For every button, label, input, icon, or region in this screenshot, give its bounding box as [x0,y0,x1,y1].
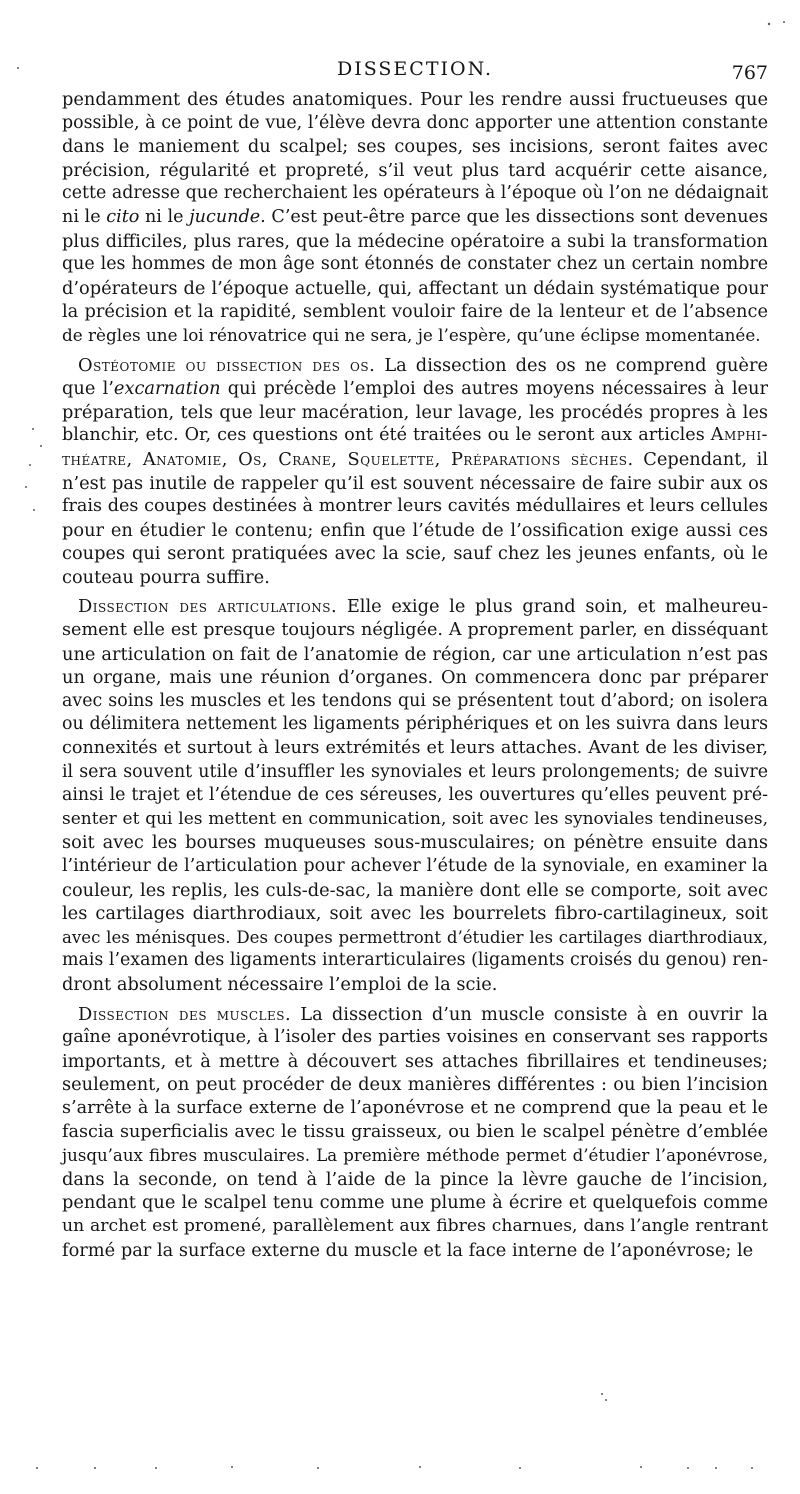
text-line [62,277,768,301]
text-run: ni le [62,206,107,227]
text-run: de règles une loi rénovatrice qui ne sera, je l’espère, qu’une éclipse momentanée. [62,324,761,345]
small-caps-heading: théatre, Anatomie, Os, Crane, Squelette, Préparations sèches. [62,448,634,470]
text-line [62,377,768,401]
paragraph [62,595,768,996]
text-line [62,424,768,448]
italic-term: excarnation [113,378,221,400]
italic-term: cito [106,206,140,227]
text-run: s’arrête à la surface externe de l’aponévrose et ne comprend que la peau et le [62,1097,768,1118]
text-run: mais l’examen des ligaments interarticulaires (ligaments croisés du genou) ren- [62,950,768,971]
text-line [62,643,768,667]
text-line [62,879,768,903]
text-line [62,808,768,832]
text-line [62,495,768,519]
text-line [62,949,768,973]
text-run: jusqu’aux fibres musculaires. La première méthode permet d’étudier l’aponévrose, [62,1146,768,1166]
text-run: couteau pourra suffire. [62,566,270,588]
text-run: senter et qui les mettent en communication, soit avec les synoviales tendineuses, [62,808,768,829]
small-caps-heading: Dissection des muscles. [78,1003,292,1025]
text-line [62,1191,768,1215]
text-run: les cartilages diarthrodiaux, soit avec les bourrelets fibro-cartilagineux, soit [62,903,768,925]
paragraph [62,354,768,590]
text-line [62,1026,768,1050]
text-run: soit avec les bourses muqueuses sous-musculaires; on pénètre ensuite dans [62,832,768,854]
text-line [62,1168,768,1192]
text-run: formé par la surface externe du muscle et la face interne de l’aponévrose; le [62,1239,754,1261]
text-line [62,519,768,543]
text-run: que l’ [62,378,114,400]
text-run: ou délimitera nettement les ligaments périphériques et on les suivra dans leurs [62,714,768,735]
text-run: importants, et à mettre à découvert ses attaches fibrillaires et tendineuses; [62,1050,768,1072]
text-line [62,324,768,348]
running-head-title: DISSECTION. [336,58,494,80]
text-line [62,831,768,855]
text-run: que les hommes de mon âge sont étonnés de constater chez un certain nombre [62,254,768,275]
text-run: seulement, on peut procéder de deux manières différentes : ou bien l’incision [62,1074,768,1096]
text-line [62,926,768,950]
text-run: un organe, mais une réunion d’organes. On commencera donc par préparer [62,667,768,689]
text-run: sement elle est presque toujours négligée. A proprement parler, en disséquant [62,620,768,641]
text-line [62,690,768,714]
text-line [62,666,768,690]
text-line [62,112,768,136]
text-line [62,472,768,496]
page-number: 767 [731,62,768,84]
text-line [62,159,768,183]
text-run: la précision et la rapidité, semblent vouloir faire de la lenteur et de l’absence [62,301,768,323]
text-line [62,595,768,619]
text-line [62,973,768,997]
text-run: La dissection des os ne comprend guère [375,354,768,376]
text-line [62,1121,768,1145]
text-run: avec les ménisques. Des coupes permettront d’étudier les cartilages diarthrodiaux, [62,927,768,947]
text-run: possible, à ce point de vue, l’élève devra donc apporter une attention constante [62,112,768,133]
text-run: dans le maniement du scalpel; ses coupes, ses incisions, seront faites avec [62,136,768,158]
text-line [62,230,768,254]
text-line [62,1050,768,1074]
text-run: blanchir, etc. Or, ces questions ont été traitées ou le seront aux articles [62,425,711,446]
text-line [62,542,768,566]
text-line [62,1239,768,1263]
text-line [62,1097,768,1121]
text-run: un archet est promené, parallèlement aux fibres charnues, dans l’angle rentrant [62,1215,768,1236]
text-run: pendant que le scalpel tenu comme une plume à écrire et quelquefois comme [62,1192,768,1214]
text-line [62,713,768,737]
text-run: il sera souvent utile d’insuffler les synoviales et leurs prolongements; de suivre [62,761,768,782]
text-run: une articulation on fait de l’anatomie de région, car une articulation n’est pas [62,643,768,665]
text-line [62,354,768,378]
text-run: plus difficiles, plus rares, que la médecine opératoire a subi la transformation [62,230,768,252]
text-line [62,566,768,590]
text-line [62,902,768,926]
text-run: fascia superficialis avec le tissu graisseux, ou bien le scalpel pénètre d’emblée [62,1121,768,1142]
text-run: pour en étudier le contenu; enfin que l’étude de l’ossification exige aussi ces [62,519,768,541]
text-line [62,206,768,230]
text-run: ni le [139,206,190,227]
text-line [62,448,768,472]
text-run: précision, régularité et propreté, s’il veut plus tard acquérir cette aisance, [62,159,768,181]
text-line [62,1003,768,1027]
text-run: n’est pas inutile de rappeler qu’il est souvent nécessaire de faire subir aux os [62,472,768,494]
body-text [62,88,768,1262]
text-run: La dissection d’un muscle consiste à en ouvrir la [291,1003,768,1025]
text-line [62,135,768,159]
paragraph [62,88,768,348]
text-run: l’intérieur de l’articulation pour achever l’étude de la synoviale, en examiner la [62,856,768,876]
text-run: dront absolument nécessaire l’emploi de la scie. [62,973,498,995]
text-line [62,784,768,808]
text-run: C’est peut-être parce que les dissections sont devenues [265,206,768,227]
italic-term: jucunde. [189,206,266,227]
text-line [62,761,768,785]
text-run: frais des coupes destinées à montrer leurs cavités médullaires et leurs cellules [62,496,768,517]
text-run: connexités et surtout à leurs extrémités et leurs attaches. Avant de les diviser, [62,738,768,759]
text-run: couleur, les replis, les culs-de-sac, la manière dont elle se comporte, soit avec [62,879,768,901]
small-caps-heading: Dissection des articulations. [78,596,338,618]
text-line [62,1073,768,1097]
text-run: gaîne aponévrotique, à l’isoler des parties voisines en conservant ses rapports [62,1027,768,1048]
text-line [62,401,768,425]
small-caps-heading: Amphi- [710,425,768,446]
text-line [62,88,768,112]
text-run: avec soins les muscles et les tendons qui se présentent tout d’abord; on isolera [62,690,768,711]
small-caps-heading: Ostéotomie ou dissection des os. [78,354,376,376]
text-run: d’opérateurs de l’époque actuelle, qui, affectant un dédain systématique pour [62,277,768,299]
running-head [62,58,768,86]
text-run: coupes qui seront pratiquées avec la scie, sauf chez les jeunes enfants, où le [62,543,768,565]
text-run: Elle exige le plus grand soin, et malheureu- [337,596,769,618]
paragraph [62,1003,768,1263]
text-line [62,300,768,324]
text-run: qui précède l’emploi des autres moyens nécessaires à leur [220,378,768,400]
text-run: Cependant, il [633,448,769,470]
text-line [62,1144,768,1168]
text-line [62,182,768,206]
text-run: ainsi le trajet et l’étendue de ces séreuses, les ouvertures qu’elles peuvent pré- [62,785,768,806]
text-run: dans la seconde, on tend à l’aide de la pince la lèvre gauche de l’incision, [62,1168,768,1190]
text-line [62,737,768,761]
text-line [62,253,768,277]
text-run: cette adresse que recherchaient les opérateurs à l’époque où l’on ne dédaignait [62,183,769,204]
text-line [62,619,768,643]
text-line [62,855,768,879]
text-run: préparation, tels que leur macération, leur lavage, les procédés propres à les [62,401,768,423]
text-line [62,1215,768,1239]
text-run: pendamment des études anatomiques. Pour les rendre aussi fructueuses que [62,89,768,110]
